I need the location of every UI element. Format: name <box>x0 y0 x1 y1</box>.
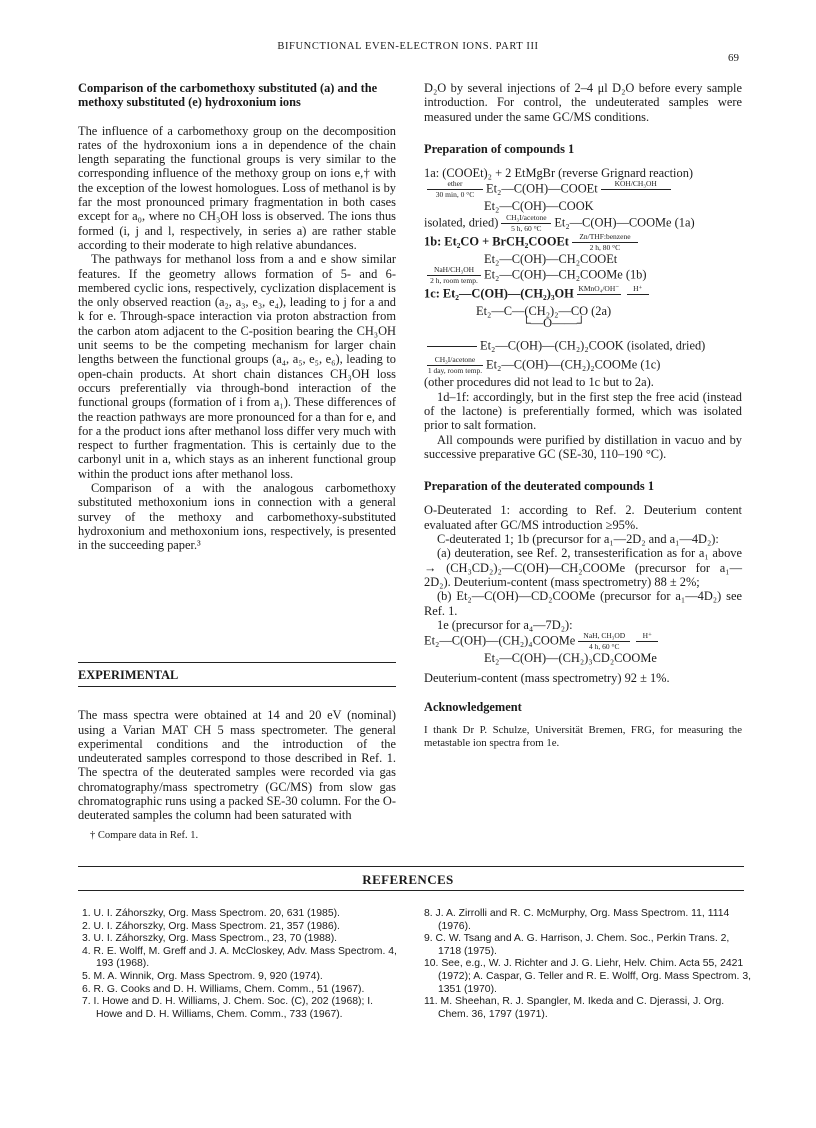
footnote: † Compare data in Ref. 1. <box>90 829 199 841</box>
paragraph: The influence of a carbomethoxy group on the decomposition rates of the hydroxonium ions a in dependence of the chain length separating the functional groups is very similar to the corresponding influence of the methoxy group on ions e,† with the exception of the lowest homologues. Loss of methanol is by far the most pronounced primary fragmentation in both cases except for a₀, where no CH₃OH loss is observed. The ions thus formed (i, j and l, respectively, in series a) are rather stable according to their moderate to high relative abundances. <box>78 123 396 252</box>
reaction-line: CH₃I/acetone 1 day, room temp. Et₂—C(OH)—(CH₂)₂COOMe (1c) <box>427 355 661 376</box>
paragraph: The mass spectra were obtained at 14 and 20 eV (nominal) using a Varian MAT CH 5 mass spectrometer. The general experimental conditions and the introduction of the undeuterated samples correspond to those described in Ref. 1. The spectra of the deuterated samples were recorded via gas chromatography/mass spectrometry (GC/MS) from slow gas chromatographic runs using a packed SE-30 column. For the O-deuterated samples the column had been saturated with <box>78 708 396 823</box>
reference-item: 2. U. I. Záhorszky, Org. Mass Spectrom. 21, 357 (1986). <box>82 920 340 932</box>
left-column <box>78 81 396 553</box>
reaction-line: Et₂—C(OH)—CH₂COOEt <box>484 251 618 266</box>
reaction-arrow: NaH/CH₃OH 2 h, room temp. <box>427 266 481 285</box>
references-right <box>424 908 754 1021</box>
reaction-arrow: ether 30 min, 0 °C <box>427 180 483 199</box>
paragraph: 1e (precursor for a₄—7D₂): <box>437 617 573 632</box>
reaction-arrow: CH₃I/acetone 5 h, 60 °C <box>501 214 551 233</box>
references-rule <box>78 866 744 867</box>
lactone-bracket: └—O——┘ <box>522 316 586 331</box>
experimental-section <box>78 664 396 843</box>
reference-item: 4. R. E. Wolff, M. Greff and J. A. McCloskey, Adv. Mass Spectrom. 4, 193 (1968). <box>82 945 397 970</box>
paragraph: (b) Et₂—C(OH)—CD₂COOMe (precursor for a₁—4D₂) see Ref. 1. <box>424 589 742 618</box>
reaction-line: isolated, dried) CH₃I/acetone 5 h, 60 °C Et₂—C(OH)—COOMe (1a) <box>424 212 695 233</box>
reaction-line: Et₂—C(OH)—(CH₂)₂COOK (isolated, dried) <box>424 337 742 356</box>
references-title: REFERENCES <box>362 872 454 887</box>
section-title-comparison: Comparison of the carbomethoxy substituted (a) and the methoxy substituted (e) hydroxonium ions <box>78 81 378 110</box>
paragraph: C-deuterated 1; 1b (precursor for a₁—2D₂ and a₁—4D₂): <box>437 532 719 547</box>
reaction-line: Et₂—C—(CH₂)₂—CO (2a) <box>476 304 612 319</box>
reaction-arrow: H⁺ <box>636 632 658 651</box>
reference-item: 11. M. Sheehan, R. J. Spangler, M. Ikeda and C. Djerassi, J. Org. Chem. 36, 1797 (1971). <box>424 996 725 1020</box>
reaction-line: 1c: Et₂—C(OH)—(CH₂)₃OH KMnO₄/OH⁻ H⁺ <box>424 285 742 304</box>
reference-item: 8. J. A. Zirrolli and R. C. McMurphy, Org. Mass Spectrom. 11, 1114 (1976). <box>424 908 730 932</box>
paragraph: (a) deuteration, see Ref. 2, transesterification as for a₁ above → (CH₃CD₂)₂—C(OH)—CH₂COOMe (precursor for a₁—2D₂). Deuterium-content (mass spectrometry) 88 ± 2%; <box>424 546 742 589</box>
references-rule <box>78 890 744 891</box>
paragraph: All compounds were purified by distillation in vacuo and by successive preparative GC (SE-30, 110–190 °C). <box>424 432 742 461</box>
reference-item: 1. U. I. Záhorszky, Org. Mass Spectrom. 20, 631 (1985). <box>82 908 340 919</box>
paragraph: Deuterium-content (mass spectrometry) 92 ± 1%. <box>424 671 670 686</box>
reaction-line: NaH/CH₃OH 2 h, room temp. Et₂—C(OH)—CH₂COOMe (1b) <box>424 266 742 285</box>
running-title: BIFUNCTIONAL EVEN-ELECTRON IONS. PART III <box>277 41 539 52</box>
reference-item: 7. I. Howe and D. H. Williams, J. Chem. Soc. (C), 202 (1968); I. Howe and D. H. Williams, Chem. Comm., 733 (1967). <box>82 996 374 1020</box>
right-column <box>424 81 742 750</box>
paragraph: O-Deuterated 1: according to Ref. 2. Deuterium content evaluated after GC/MS introduction ≥95%. <box>424 503 742 532</box>
reference-item: 10. See, e.g., W. J. Richter and J. G. Liehr, Helv. Chim. Acta 55, 2421 (1972); A. Caspar, G. Teller and R. E. Wolff, Org. Mass Spectrom. 3, 1351 (1970). <box>424 958 752 995</box>
acknowledgement-text: I thank Dr P. Schulze, Universität Bremen, FRG, for measuring the metastable ion spectra from 1e. <box>424 724 742 750</box>
page-number: 69 <box>728 52 739 64</box>
section-title-preparation: Preparation of compounds 1 <box>424 141 575 156</box>
reaction-arrow: KMnO₄/OH⁻ <box>578 284 620 294</box>
reaction-line: (other procedures did not lead to 1c but to 2a). <box>424 375 654 390</box>
section-rule <box>78 662 396 663</box>
reference-item: 3. U. I. Záhorszky, Org. Mass Spectrom., 23, 70 (1988). <box>82 933 338 945</box>
reaction-line: ether 30 min, 0 °C Et₂—C(OH)—COOEt KOH/CH₃OH <box>424 180 742 199</box>
reaction-arrow: CH₃I/acetone 1 day, room temp. <box>427 355 483 376</box>
reaction-arrow: Zn/THF:benzene 2 h, 80 °C <box>572 233 638 252</box>
reference-item: 9. C. W. Tsang and A. G. Harrison, J. Chem. Soc., Perkin Trans. 2, 1718 (1975). <box>424 933 730 957</box>
paragraph: The pathways for methanol loss from a and e show similar features. If the geometry allows formation of 5- and 6-membered cyclic ions, respectively, cyclization displacement is the only observed reaction (a₂, a₃, e₃, e₄), leading to j for a and k for e. Through-space interaction via proton abstraction from the carbon atom adjacent to the C-position bearing the CH₃OH unit seems to be the competing mechanism for larger chain lengths between the functional groups (a₄, a₅, e₅, e₆), leading to open-chain products. At short chain distances CH₃OH loss occurs preferentially via through-bond interaction of the functional groups (formation of i from a₁). These differences of the reaction pathways are more pronounced for a than for e, and for a the product ions after methanol loss differ very much with respect to further fragmentation. This is certainly due to the carbonyl unit in a, which stays as an inherent functional group within the product ions after methanol loss. <box>78 252 396 481</box>
section-rule <box>78 686 396 687</box>
reaction-line: Et₂—C(OH)—(CH₂)₃CD₂COOMe <box>484 651 657 666</box>
paragraph: D₂O by several injections of 2–4 μl D₂O before every sample introduction. For control, the undeuterated samples were measured under the same GC/MS conditions. <box>424 81 742 124</box>
section-title-experimental: EXPERIMENTAL <box>78 668 179 682</box>
reaction-arrow: KOH/CH₃OH <box>601 180 671 199</box>
paragraph: 1d–1f: accordingly, but in the first step the free acid (instead of the lactone) is preferentially formed, which was isolated prior to salt formation. <box>424 389 742 433</box>
reference-item: 6. R. G. Cooks and D. H. Williams, Chem. Comm., 51 (1967). <box>82 983 365 995</box>
paragraph: Comparison of a with the analogous carbomethoxy substituted methoxonium ions in connection with a general survey of the methoxy and carbomethoxy-substituted hydroxonium and methoxonium ions, respectively, is presented in the succeeding paper.³ <box>78 481 396 553</box>
reaction-line: Et₂—C(OH)—(CH₂)₄COOMe NaH, CH₃OD 4 h, 60 °CH⁺ <box>424 632 742 651</box>
reaction-line: Et₂—C(OH)—COOK <box>484 199 594 214</box>
section-title-deuterated: Preparation of the deuterated compounds 1 <box>424 479 655 494</box>
references-left <box>82 908 400 1021</box>
reaction-arrow: NaH, CH₃OD 4 h, 60 °C <box>578 632 630 651</box>
reaction-line: 1a: (COOEt)₂ + 2 EtMgBr (reverse Grignard reaction) <box>424 166 694 181</box>
section-title-acknowledgement: Acknowledgement <box>424 699 522 714</box>
reaction-arrow: H⁺ <box>627 285 649 304</box>
reaction-arrow <box>427 337 477 356</box>
reference-item: 5. M. A. Winnik, Org. Mass Spectrom. 9, 920 (1974). <box>82 970 323 982</box>
reaction-line: 1b: Et₂CO + BrCH₂COOEt Zn/THF:benzene 2 h, 80 °C <box>424 233 742 252</box>
